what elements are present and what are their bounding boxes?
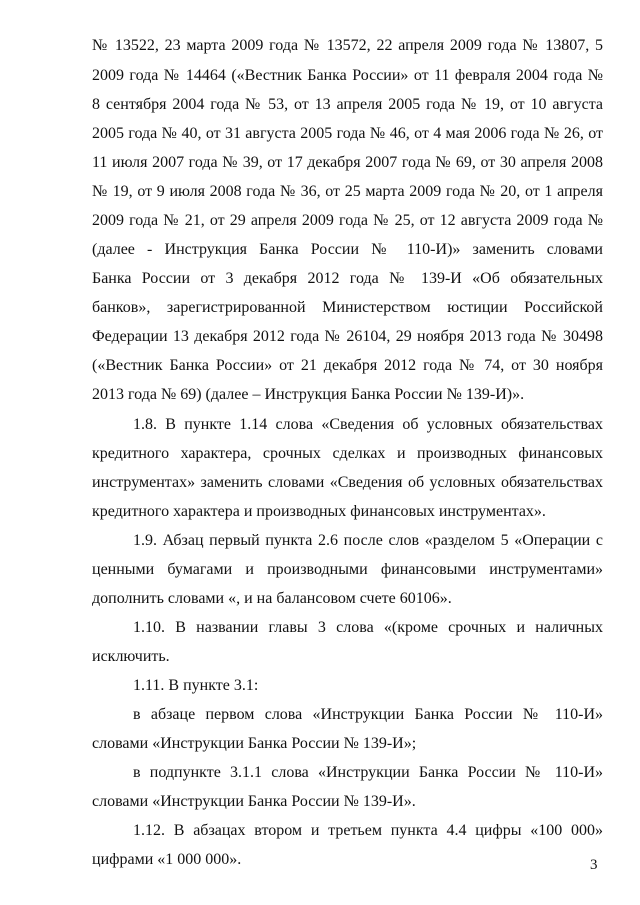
text-line: кредитного характера, срочных сделках и производных финансовых — [92, 445, 603, 462]
text-line: Федерации 13 декабря 2012 года № 26104, 29 ноября 2013 года № 30498 — [92, 328, 603, 345]
paragraph-first-line: 1.9. Абзац первый пункта 2.6 после слов «разделом 5 «Операции с — [133, 532, 603, 549]
page-number: 3 — [590, 857, 598, 873]
text-line: (далее - Инструкция Банка России № 110-И)» заменить словами — [92, 241, 603, 258]
paragraph-first-line: 1.12. В абзацах втором и третьем пункта 4.4 цифры «100 000» — [133, 822, 603, 839]
text-line: 8 сентября 2004 года № 53, от 13 апреля 2005 года № 19, от 10 августа — [92, 96, 603, 113]
text-line: 11 июля 2007 года № 39, от 17 декабря 2007 года № 69, от 30 апреля 2008 — [92, 154, 603, 171]
text-line: кредитного характера и производных финансовых инструментах». — [92, 503, 546, 520]
text-line: дополнить словами «, и на балансовом счете 60106». — [92, 590, 452, 607]
text-line: словами «Инструкции Банка России № 139-И». — [92, 793, 416, 810]
text-line: 2005 года № 40, от 31 августа 2005 года № 46, от 4 мая 2006 года № 26, от — [92, 125, 603, 142]
text-line: 2009 года № 21, от 29 апреля 2009 года № 25, от 12 августа 2009 года № — [92, 212, 603, 229]
text-line: банков», зарегистрированной Министерством юстиции Российской — [92, 299, 603, 316]
text-line: № 13522, 23 марта 2009 года № 13572, 22 апреля 2009 года № 13807, 5 — [92, 37, 603, 54]
paragraph-first-line: в подпункте 3.1.1 слова «Инструкции Банка России № 110-И» — [133, 764, 603, 781]
text-line: («Вестник Банка России» от 21 декабря 2012 года № 74, от 30 ноября — [92, 357, 603, 374]
paragraph-first-line: 1.11. В пункте 3.1: — [133, 677, 259, 694]
text-line: 2013 года № 69) (далее – Инструкция Банка России № 139-И)». — [92, 386, 525, 403]
paragraph-first-line: 1.8. В пункте 1.14 слова «Сведения об условных обязательствах — [133, 416, 603, 433]
text-line: словами «Инструкции Банка России № 139-И»; — [92, 735, 417, 752]
text-line: 2009 года № 14464 («Вестник Банка России» от 11 февраля 2004 года № — [92, 67, 603, 84]
text-line: № 19, от 9 июля 2008 года № 36, от 25 марта 2009 года № 20, от 1 апреля — [92, 183, 603, 200]
text-line: исключить. — [92, 648, 170, 665]
text-line: цифрами «1 000 000». — [92, 851, 242, 868]
paragraph-first-line: в абзаце первом слова «Инструкции Банка России № 110-И» — [133, 706, 603, 723]
text-line: Банка России от 3 декабря 2012 года № 139-И «Об обязательных — [92, 270, 603, 287]
text-line: инструментах» заменить словами «Сведения об условных обязательствах — [92, 474, 603, 491]
text-line: ценными бумагами и производными финансовыми инструментами» — [92, 561, 603, 578]
paragraph-first-line: 1.10. В названии главы 3 слова «(кроме срочных и наличных — [133, 619, 603, 636]
